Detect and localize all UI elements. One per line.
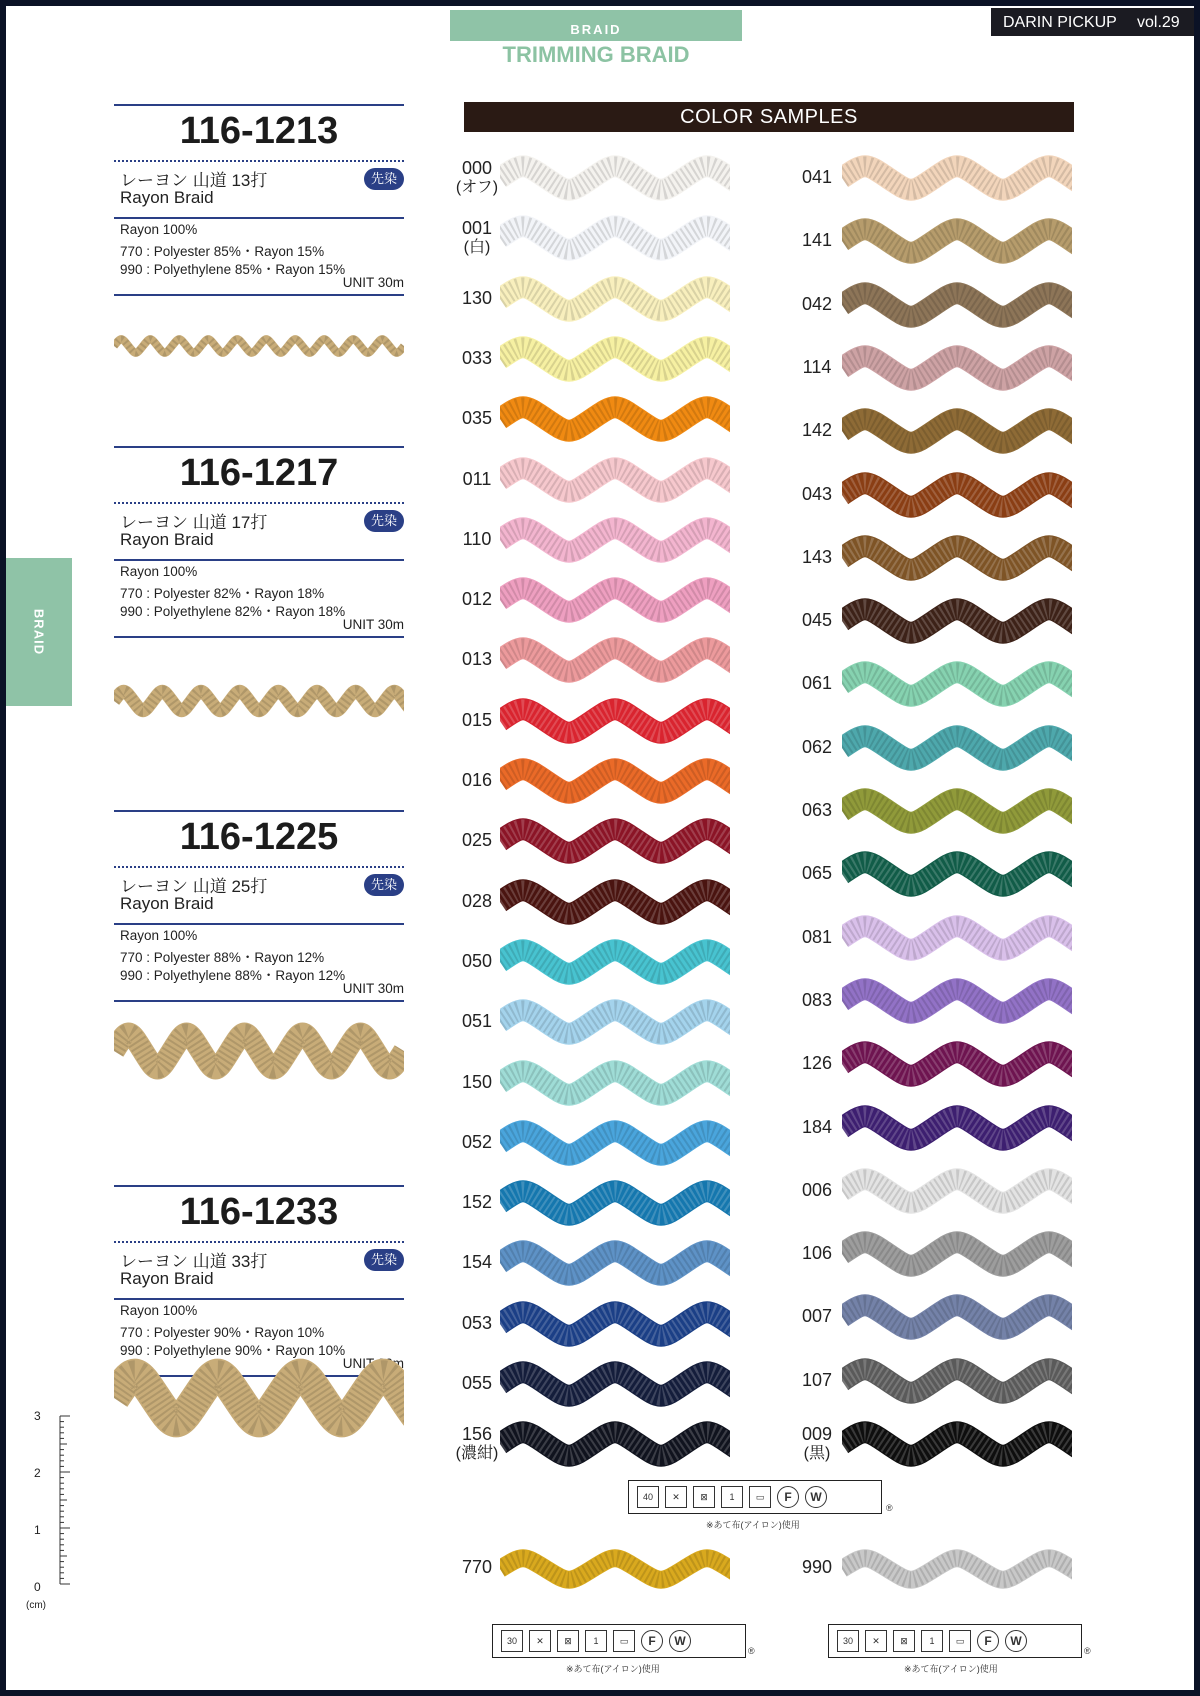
color-code: 154 [461,1252,493,1273]
wash-icon: 30 [501,1630,523,1652]
color-code-label [792,1371,842,1390]
no-tumble-icon: ⊠ [693,1486,715,1508]
product-name-jp: レーヨン 山道 33打 [120,1252,268,1271]
color-code-label [452,1193,502,1212]
color-code: 061 [801,673,833,694]
wash-icon: 40 [637,1486,659,1508]
product-block [114,104,404,304]
divider [114,446,404,448]
color-swatch-114 [842,338,1072,398]
color-code-label [792,295,842,314]
spec-material: Rayon 100% [120,222,198,237]
color-code: 150 [461,1071,493,1092]
spec-990: 990 : Polyethylene 85%・Rayon 15% [120,262,346,277]
color-code: 025 [461,830,493,851]
divider [114,1298,404,1300]
color-swatch-042 [842,275,1072,335]
color-code: 152 [461,1192,493,1213]
line-dry-icon: 1 [585,1630,607,1652]
divider [114,104,404,106]
color-code-note: (黒) [803,1445,831,1462]
ruler [30,1414,80,1594]
color-code-label [452,349,502,368]
color-code-770: 770 [461,1557,493,1577]
color-code: 007 [801,1306,833,1327]
color-code-label [792,421,842,440]
color-code: 011 [462,468,492,489]
side-tab [6,558,72,706]
color-code-label [452,1133,502,1152]
color-code: 000 [461,158,493,178]
spec-material: Rayon 100% [120,928,198,943]
color-code: 107 [801,1369,833,1390]
color-code-label [792,485,842,504]
ruler-tick-3: 3 [34,1409,41,1423]
color-code: 081 [801,926,833,947]
spec-990: 990 : Polyethylene 82%・Rayon 18% [120,604,346,619]
dyed-badge: 先染 [364,510,404,532]
product-code: 116-1217 [179,452,339,494]
color-swatch-130 [500,269,730,329]
color-code-label [792,801,842,820]
product-name-en: Rayon Braid [120,1269,214,1288]
color-swatch-007 [842,1287,1072,1347]
color-code: 063 [801,800,833,820]
dotted-divider [114,866,404,868]
color-swatch-011 [500,450,730,510]
color-code-label [452,1012,502,1031]
color-code-label [792,358,842,377]
color-code-label [792,1425,842,1463]
no-bleach-icon: ✕ [529,1630,551,1652]
color-swatch-141 [842,211,1072,271]
color-code: 006 [801,1179,833,1200]
color-code-label [792,548,842,567]
color-code: 050 [461,950,493,971]
page [6,6,1194,1690]
divider [114,559,404,561]
color-code-label [792,928,842,947]
product-block [114,446,404,646]
color-swatch-143 [842,528,1072,588]
color-swatch-152 [500,1173,730,1233]
color-code-label [452,1425,502,1463]
iron-icon: ▭ [749,1486,771,1508]
color-code-note: (濃紺) [455,1445,499,1463]
ruler-tick-0: 0 [34,1580,41,1594]
color-swatch-033 [500,329,730,389]
unit-label: UNIT 30m [342,1356,404,1371]
divider [114,1185,404,1187]
color-code: 043 [801,483,833,504]
color-code-label [792,1054,842,1073]
braid-sample [114,324,404,368]
spec-990: 990 : Polyethylene 90%・Rayon 10% [120,1343,346,1358]
color-code-note: (白) [463,239,491,257]
line-dry-icon: 1 [721,1486,743,1508]
color-code: 106 [801,1243,833,1264]
dyed-badge: 先染 [364,874,404,896]
color-swatch-126 [842,1034,1072,1094]
color-swatch-025 [500,811,730,871]
color-code-label [452,771,502,790]
care-label-990 [828,1624,1082,1658]
color-swatch-083 [842,971,1072,1031]
wetclean-w-icon: W [669,1630,691,1652]
color-code-label [792,1181,842,1200]
product-name-en: Rayon Braid [120,530,214,549]
pickup-banner [991,8,1194,36]
care-note-990: ※あて布(アイロン)使用 [904,1664,998,1674]
no-bleach-icon: ✕ [865,1630,887,1652]
color-code: 156 [461,1424,493,1445]
wetclean-w-icon: W [1005,1630,1027,1652]
color-code-label [452,1073,502,1092]
color-code-label [452,831,502,850]
no-bleach-icon: ✕ [665,1486,687,1508]
color-code: 041 [801,167,833,187]
color-code: 110 [462,528,492,549]
color-code: 052 [461,1131,493,1152]
color-code: 062 [801,736,833,757]
braid-sample [114,672,404,730]
color-code: 012 [461,589,493,610]
dotted-divider [114,160,404,162]
dyed-badge: 先染 [364,168,404,190]
spec-990: 990 : Polyethylene 88%・Rayon 12% [120,968,346,983]
color-code: 143 [801,546,833,567]
pickup-label: DARIN PICKUP [1003,14,1117,31]
spec-material: Rayon 100% [120,1303,198,1318]
color-swatch-000 [500,148,730,208]
spec-770: 770 : Polyester 82%・Rayon 18% [120,586,325,601]
color-code-label [452,892,502,911]
product-name-en: Rayon Braid [120,894,214,913]
page-title: TRIMMING BRAID [502,42,690,67]
color-code: 013 [461,649,493,670]
color-code: 028 [461,890,493,911]
color-swatch-001 [500,208,730,268]
divider [114,636,404,638]
color-code: 051 [461,1011,493,1032]
color-code: 065 [801,863,833,884]
wash-icon: 30 [837,1630,859,1652]
color-swatch-154 [500,1233,730,1293]
side-tab-label: BRAID [31,608,47,656]
color-swatch-045 [842,591,1072,651]
ruler-tick-1: 1 [34,1523,41,1537]
volume-label: vol.29 [1137,14,1180,31]
color-swatch-041 [842,148,1072,208]
color-code-label [792,1307,842,1326]
color-code-label [452,650,502,669]
unit-label: UNIT 30m [342,275,404,290]
color-code-label [452,952,502,971]
color-code-label [452,289,502,308]
color-code: 055 [461,1373,493,1393]
product-code: 116-1225 [179,816,339,858]
divider [114,810,404,812]
care-label-770 [492,1624,746,1658]
product-name-jp: レーヨン 山道 17打 [120,513,268,532]
dryclean-f-icon: F [777,1486,799,1508]
color-swatch-028 [500,872,730,932]
product-name-en: Rayon Braid [120,188,214,207]
color-swatch-184 [842,1098,1072,1158]
product-code: 116-1213 [179,110,339,152]
dryclean-f-icon: F [977,1630,999,1652]
dotted-divider [114,1241,404,1243]
spec-770: 770 : Polyester 88%・Rayon 12% [120,950,325,965]
spec-770: 770 : Polyester 90%・Rayon 10% [120,1325,325,1340]
color-code: 042 [801,293,833,314]
metallic-swatch-770 [500,1541,730,1597]
color-code-label [792,864,842,883]
color-code-label [792,1118,842,1137]
color-swatch-009 [842,1414,1072,1474]
color-swatch-035 [500,389,730,449]
color-code: 114 [802,356,832,377]
color-swatch-156 [500,1414,730,1474]
product-name-jp: レーヨン 山道 25打 [120,877,268,896]
color-code-label [792,674,842,693]
color-swatch-012 [500,570,730,630]
dyed-badge: 先染 [364,1249,404,1271]
no-tumble-icon: ⊠ [893,1630,915,1652]
dotted-divider [114,502,404,504]
color-samples-header: COLOR SAMPLES [464,102,1074,132]
color-code: 141 [801,230,833,251]
color-code-label [452,219,502,257]
color-code-label [792,168,842,187]
color-code: 126 [801,1053,833,1074]
color-swatch-062 [842,718,1072,778]
line-dry-icon: 1 [921,1630,943,1652]
color-code-label [452,711,502,730]
color-code-label [452,1253,502,1272]
color-swatch-015 [500,691,730,751]
color-code: 015 [461,709,493,730]
metallic-swatch-990 [842,1541,1072,1597]
category-tab: BRAID [450,10,742,41]
color-code: 053 [461,1312,493,1333]
color-swatch-150 [500,1053,730,1113]
color-code-label [452,409,502,428]
care-note-770: ※あて布(アイロン)使用 [566,1664,660,1674]
divider [114,1000,404,1002]
color-code-note: (オフ) [455,179,499,196]
color-code: 083 [801,989,833,1010]
care-note: ※あて布(アイロン)使用 [706,1520,800,1530]
color-code-label [792,231,842,250]
ruler-tick-2: 2 [34,1466,41,1480]
color-swatch-043 [842,465,1072,525]
color-code: 130 [461,287,493,308]
color-swatch-063 [842,781,1072,841]
color-code: 001 [461,218,493,239]
color-code-990: 990 [801,1557,833,1577]
care-label [628,1480,882,1514]
color-swatch-013 [500,630,730,690]
color-code-label [792,1244,842,1263]
divider [114,217,404,219]
divider [114,294,404,296]
color-swatch-053 [500,1294,730,1354]
color-code-label [452,1374,502,1393]
registered-mark-990: ® [1084,1646,1091,1656]
product-block [114,810,404,1010]
color-swatch-107 [842,1351,1072,1411]
color-code-label [452,159,502,197]
product-code: 116-1233 [179,1191,339,1233]
color-swatch-106 [842,1224,1072,1284]
color-swatch-110 [500,510,730,570]
color-swatch-055 [500,1354,730,1414]
unit-label: UNIT 30m [342,617,404,632]
color-swatch-050 [500,932,730,992]
color-swatch-081 [842,908,1072,968]
color-swatch-051 [500,992,730,1052]
spec-770: 770 : Polyester 85%・Rayon 15% [120,244,325,259]
color-code-label [792,991,842,1010]
no-tumble-icon: ⊠ [557,1630,579,1652]
color-code: 035 [461,408,493,429]
color-code: 184 [801,1116,833,1137]
spec-material: Rayon 100% [120,564,198,579]
color-code: 016 [461,770,493,790]
color-swatch-142 [842,401,1072,461]
color-code-label [452,590,502,609]
color-swatch-052 [500,1113,730,1173]
product-name-jp: レーヨン 山道 13打 [120,171,268,190]
color-code-label [452,470,502,489]
color-code-label [792,611,842,630]
color-code: 009 [801,1424,833,1444]
iron-icon: ▭ [949,1630,971,1652]
braid-sample [114,1005,404,1097]
registered-mark: ® [886,1503,893,1513]
color-code-label [452,1314,502,1333]
divider [114,923,404,925]
iron-icon: ▭ [613,1630,635,1652]
color-code-label [792,738,842,757]
color-code: 045 [801,610,833,631]
registered-mark-770: ® [748,1646,755,1656]
dryclean-f-icon: F [641,1630,663,1652]
wetclean-w-icon: W [805,1486,827,1508]
color-swatch-006 [842,1161,1072,1221]
color-swatch-061 [842,654,1072,714]
color-code-label [452,530,502,549]
color-swatch-065 [842,844,1072,904]
braid-sample [114,1334,404,1462]
unit-label: UNIT 30m [342,981,404,996]
color-code: 142 [801,420,833,441]
color-code: 033 [461,347,493,368]
ruler-unit: (cm) [26,1600,46,1611]
color-swatch-016 [500,751,730,811]
